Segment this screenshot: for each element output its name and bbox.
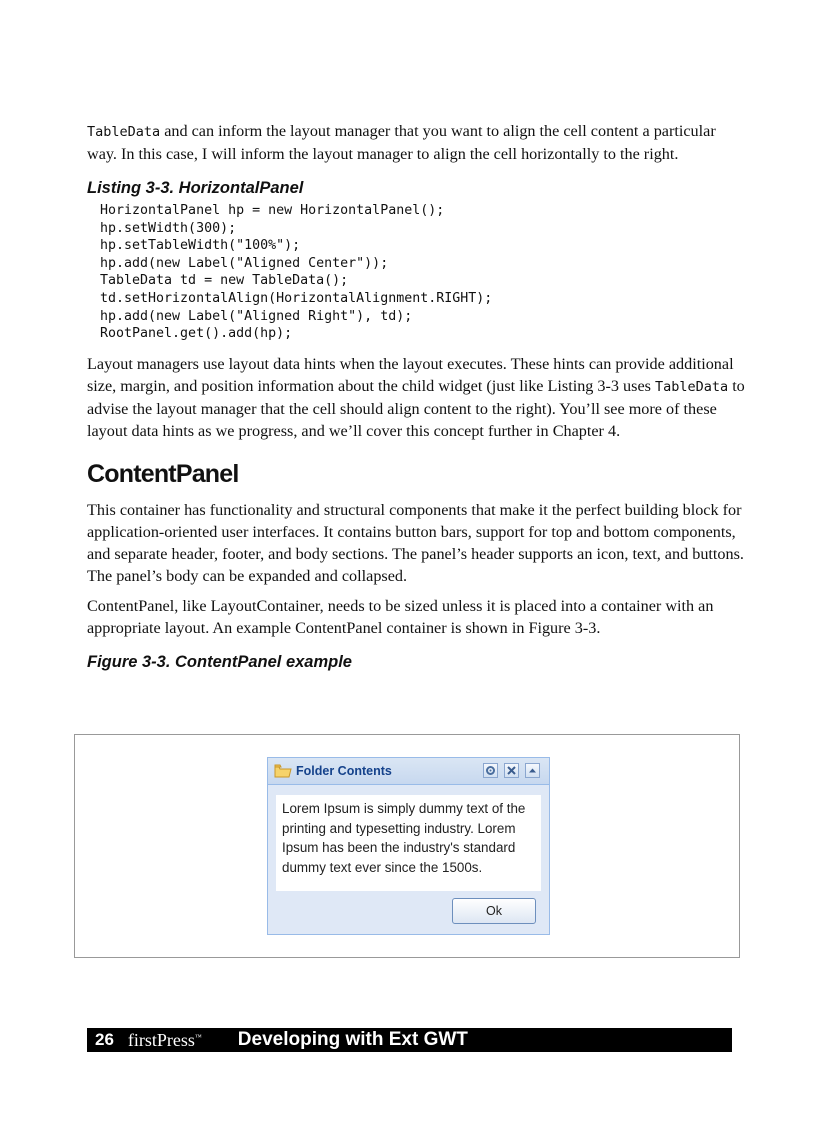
page-content	[87, 120, 747, 676]
figure-frame	[74, 734, 740, 958]
page-footer	[87, 1028, 732, 1052]
panel-body-text: Lorem Ipsum is simply dummy text of the printing and typesetting industry. Lorem Ipsum has been the industry's standard dummy text ever since the 1500s.	[282, 801, 526, 875]
section-heading: ContentPanel	[87, 459, 239, 488]
layout-hints-paragraph	[87, 353, 747, 442]
page-number: 26	[95, 1030, 114, 1049]
folder-icon	[274, 763, 292, 784]
panel-header	[268, 758, 549, 785]
contentpanel-paragraph-2: ContentPanel, like LayoutContainer, needs to be sized unless it is placed into a container with an appropriate layout. An example ContentPanel container is shown in Figure 3-3.	[87, 596, 714, 637]
publisher-brand	[128, 1030, 202, 1051]
inline-code-tabledata-2: TableData	[654, 378, 729, 395]
intro-paragraph	[87, 120, 747, 165]
gear-icon[interactable]	[483, 763, 498, 778]
hints-text-a: Layout managers use layout data hints when the layout executes. These hints can provide additional size, margin, and position information about the child widget (just like Listing 3-3 uses	[87, 354, 734, 395]
listing-caption: Listing 3-3. HorizontalPanel	[87, 179, 304, 197]
intro-text: and can inform the layout manager that you want to align the cell content a particular way. In this case, I will inform the layout manager to align the cell horizontally to the right.	[87, 122, 716, 163]
code-listing: HorizontalPanel hp = new HorizontalPanel(); hp.setWidth(300); hp.setTableWidth("100%"); hp.add(new Label("Aligned Center")); TableData td = new TableData(); td.setHorizontalAlign(HorizontalAlignment.RIGHT); hp.add(new Label("Aligned Right"), td); RootPanel.get().add(hp);	[100, 203, 493, 342]
inline-code-tabledata: TableData	[87, 124, 161, 140]
panel-title: Folder Contents	[296, 764, 392, 778]
content-panel	[267, 757, 550, 935]
collapse-icon[interactable]	[525, 763, 540, 778]
book-title: Developing with Ext GWT	[237, 1029, 468, 1050]
contentpanel-paragraph-1: This container has functionality and structural components that make it the perfect building block for application-oriented user interfaces. It contains button bars, support for top and bottom components, and separate header, footer, and body sections. The panel’s header supports an icon, text, and buttons. The panel’s body can be expanded and collapsed.	[87, 500, 744, 585]
trademark-mark: ™	[194, 1032, 202, 1041]
hints-text-b: to advise the layout manager that the cell should align content to the right). You’ll see more of these layout data hints as we progress, and we’ll cover this concept further in Chapter 4.	[87, 376, 745, 440]
figure-caption: Figure 3-3. ContentPanel example	[87, 652, 352, 671]
panel-body	[275, 794, 542, 892]
brand-name: firstPress	[127, 1029, 195, 1050]
ok-button[interactable]: Ok	[452, 898, 536, 924]
close-icon[interactable]	[504, 763, 519, 778]
